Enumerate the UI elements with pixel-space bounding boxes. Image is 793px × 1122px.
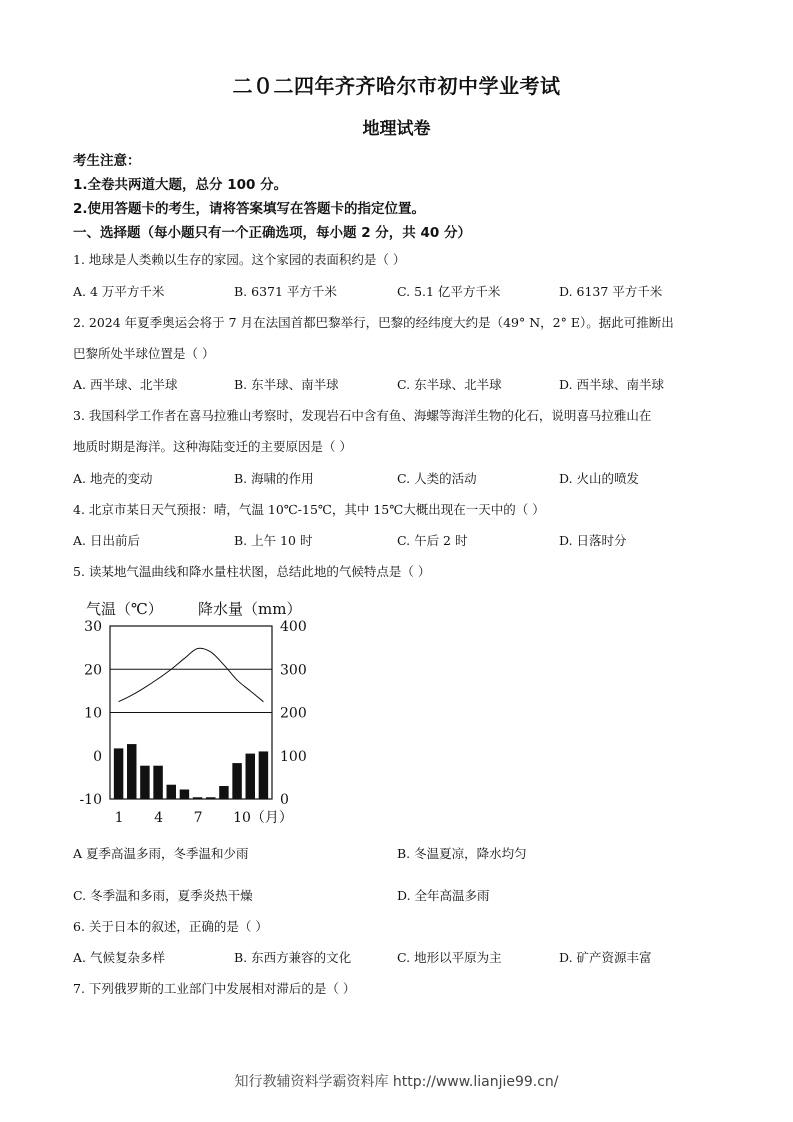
question-5-option-b: B. 冬温夏凉，降水均匀 [397,846,527,861]
question-3-stem-line-1: 3. 我国科学工作者在喜马拉雅山考察时，发现岩石中含有鱼、海螺等海洋生物的化石，说明喜马拉雅山在 [73,408,652,423]
question-7-stem: 7. 下列俄罗斯的工业部门中发展相对滞后的是（ ） [73,981,356,996]
precipitation-bar [153,766,162,799]
exam-title: 二０二四年齐齐哈尔市初中学业考试 [232,74,561,98]
exam-subtitle: 地理试卷 [362,119,431,139]
precipitation-tick-label: 300 [280,662,307,679]
precipitation-bar [167,785,176,799]
question-6-option-a: A. 气候复杂多样 [73,950,165,965]
precipitation-bar [193,797,202,799]
question-4-stem: 4. 北京市某日天气预报：晴，气温 10℃-15℃，其中 15℃大概出现在一天中的（ ） [73,502,545,517]
question-2-option-b: B. 东半球、南半球 [234,377,339,392]
question-6-option-d: D. 矿产资源丰富 [559,950,652,965]
temperature-tick-label: 0 [93,748,102,765]
question-4-option-a: A. 日出前后 [73,533,140,548]
question-5-stem: 5. 读某地气温曲线和降水量柱状图，总结此地的气候特点是（ ） [73,564,431,579]
temperature-tick-label: 10 [84,705,102,722]
precipitation-bar [114,748,123,799]
question-1-option-c: C. 5.1 亿平方千米 [397,284,501,299]
question-2-stem-line-1: 2. 2024 年夏季奥运会将于 7 月在法国首都巴黎举行，巴黎的经纬度大约是（49° N，2° E）。据此可推断出 [73,315,674,330]
question-3-option-c: C. 人类的活动 [397,471,477,486]
precipitation-bar [259,751,268,799]
question-4-option-b: B. 上午 10 时 [234,533,313,548]
question-4-option-d: D. 日落时分 [559,533,627,548]
question-3-option-a: A. 地壳的变动 [73,471,153,486]
footer-watermark: 知行教辅资料学霸资料库 http://www.lianjie99.cn/ [234,1074,559,1090]
question-1-option-b: B. 6371 平方千米 [234,284,337,299]
question-2-option-d: D. 西半球、南半球 [559,377,665,392]
temperature-axis-title: 气温（℃） [86,600,163,618]
question-2-option-c: C. 东半球、北半球 [397,377,502,392]
question-5-option-d: D. 全年高温多雨 [397,888,490,903]
section-heading: 一、选择题（每小题只有一个正确选项，每小题 2 分，共 40 分） [73,225,471,241]
precipitation-axis-title: 降水量（mm） [198,600,302,618]
notice-item-2: 2.使用答题卡的考生，请将答案填写在答题卡的指定位置。 [73,201,426,217]
notice-heading: 考生注意： [73,153,141,169]
question-1-stem: 1. 地球是人类赖以生存的家园。这个家园的表面积约是（ ） [73,252,406,267]
question-4-option-c: C. 午后 2 时 [397,533,468,548]
question-5-option-c: C. 冬季温和多雨，夏季炎热干燥 [73,888,253,903]
question-3-option-b: B. 海啸的作用 [234,471,314,486]
question-1-option-a: A. 4 万平方千米 [73,284,165,299]
precipitation-tick-label: 200 [280,705,307,722]
month-tick-label: 10（月） [233,810,293,826]
question-6-option-c: C. 地形以平原为主 [397,950,502,965]
precipitation-bar [232,763,241,799]
question-6-option-b: B. 东西方兼容的文化 [234,950,352,965]
climate-chart [60,592,330,832]
temperature-curve [119,648,264,702]
precipitation-bar [140,766,149,799]
precipitation-bar [180,789,189,799]
question-1-option-d: D. 6137 平方千米 [559,284,663,299]
temperature-tick-label: 20 [84,662,102,679]
temperature-tick-label: 30 [84,619,102,635]
question-2-option-a: A. 西半球、北半球 [73,377,178,392]
question-5-option-a: A 夏季高温多雨，冬季温和少雨 [73,846,249,861]
question-3-stem-line-2: 地质时期是海洋。这种海陆变迁的主要原因是（ ） [73,439,352,454]
month-tick-label: 4 [154,810,164,826]
precipitation-tick-label: 400 [280,619,307,635]
precipitation-bar [206,797,215,799]
precipitation-tick-label: 100 [280,748,307,765]
question-2-stem-line-2: 巴黎所处半球位置是（ ） [73,346,215,361]
precipitation-bar [219,786,228,799]
month-tick-label: 7 [193,810,203,826]
precipitation-bar [246,754,255,799]
question-6-stem: 6. 关于日本的叙述，正确的是（ ） [73,919,268,934]
precipitation-bar [127,744,136,799]
notice-item-1: 1.全卷共两道大题，总分 100 分。 [73,177,288,193]
question-3-option-d: D. 火山的喷发 [559,471,640,486]
precipitation-tick-label: 0 [280,792,289,808]
temperature-tick-label: -10 [79,792,102,808]
month-tick-label: 1 [114,810,124,826]
